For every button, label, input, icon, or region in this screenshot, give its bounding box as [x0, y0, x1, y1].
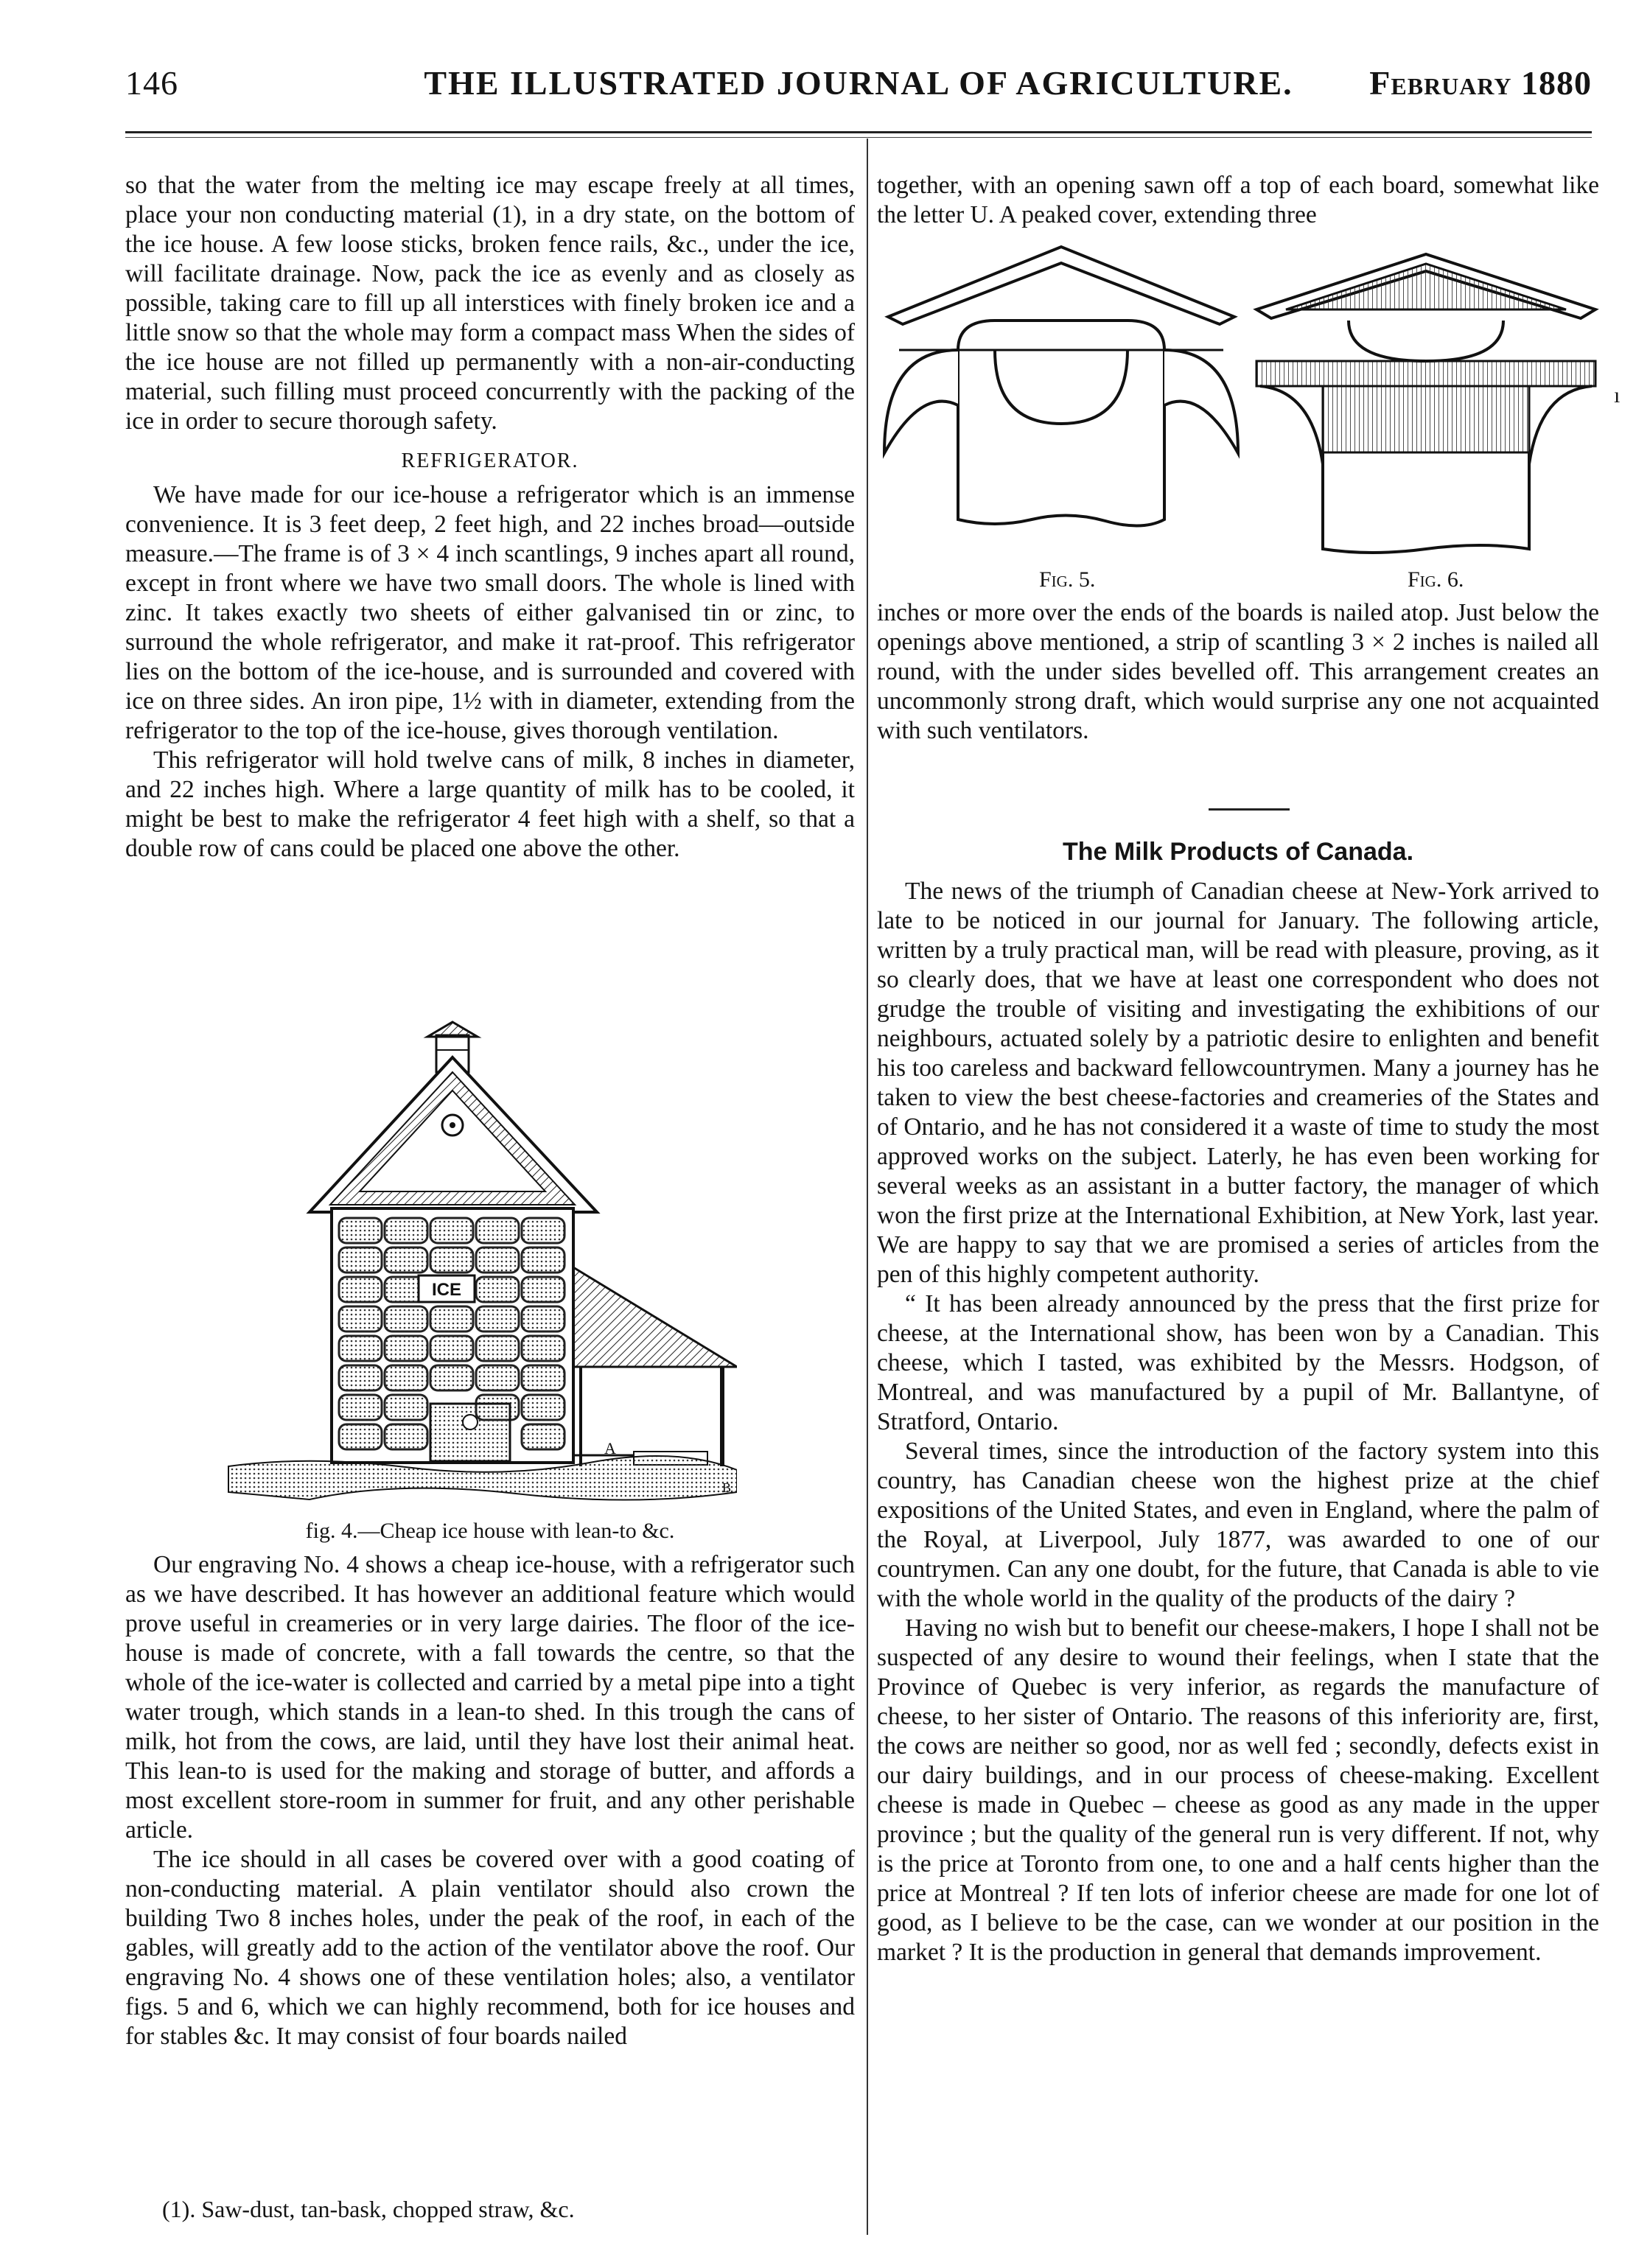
paragraph: so that the water from the melting ice may escape freely at all times, place your non conducting material (1), in a dry state, on the bottom of the ice house. A few loose sticks, broken fence rails, &c., under the ice, will facilitate drainage. Now, pack the ice as evenly and as closely as possible, taking care to fill up all interstices with finely broken ice and a little snow so that the whole may form a compact mass When the sides of the ice house are not filled up permanently with a non-air-conducting material, such filling must proceed concurrently with the packing of the ice in order to secure thorough safety.	[125, 172, 855, 435]
fig5-ventilator-illustration	[877, 239, 1245, 564]
section-divider	[1209, 808, 1290, 811]
left-column-top	[125, 171, 855, 864]
fig6-ventilator-illustration	[1253, 251, 1599, 560]
paragraph: inches or more over the ends of the boards is nailed atop. Just below the openings above mentioned, a strip of scantling 3 × 2 inches is nailed all round, with the under sides bevelled off. This arrangement creates an uncommonly strong draft, which would surprise any one not acquainted with such ventilators.	[877, 599, 1599, 744]
section-heading-refrigerator: REFRIGERATOR.	[401, 449, 579, 472]
fig6-label: Fig. 6.	[1408, 567, 1464, 592]
paragraph: This refrigerator will hold twelve cans of milk, 8 inches in diameter, and 22 inches high. Where a large quantity of milk has to be cooled, it might be best to make the refrigerator 4 feet high with a shelf, so that a double row of cans could be placed one above the other.	[125, 746, 855, 862]
right-column-middle	[877, 598, 1599, 746]
footnote: (1). Saw-dust, tan-bask, chopped straw, &c.	[162, 2196, 575, 2222]
paragraph: “ It has been already announced by the press that the first prize for cheese, at the International show, has been won by a Canadian. This cheese, which I tasted, was exhibited by the Messrs. Hodgson, of Montreal, and was manufactured by a pupil of Mr. Ballantyne, of Stratford, Ontario.	[877, 1290, 1599, 1435]
issue-date: February 1880	[1369, 64, 1592, 102]
fig4-ice-label: ICE	[431, 1280, 462, 1300]
header-rule	[125, 131, 1592, 133]
fig4-ice-house-illustration	[221, 1021, 737, 1507]
left-column-bottom	[125, 1516, 855, 2051]
paragraph: Our engraving No. 4 shows a cheap ice-house, with a refrigerator such as we have described. It has however an additional feature which would prove useful in creameries or in very large dairies. The floor of the ice-house is made of concrete, with a fall towards the centre, so that the whole of the ice-water is collected and carried by a metal pipe into a tight water trough, which stands in a lean-to shed. In this trough the cans of milk, hot from the cows, are laid, until they have lost their animal heat. This lean-to is used for the making and storage of butter, and affords a most excellent store-room in summer for fruit, and any other perishable article.	[125, 1551, 855, 1844]
paragraph: We have made for our ice-house a refrigerator which is an immense convenience. It is 3 feet deep, 2 feet high, and 22 inches broad—outside measure.—The frame is of 3 × 4 inch scantlings, 9 inches apart all round, except in front where we have two small doors. The whole is lined with zinc. It takes exactly two sheets of either galvanised tin or zinc, to surround the whole refrigerator, and make it rat-proof. This refrigerator lies on the bottom of the ice-house, and is surrounded and covered with ice on three sides. An iron pipe, 1½ with in diameter, extending from the refrigerator to the top of the ice-house, gives thorough ventilation.	[125, 481, 855, 744]
header-rule-thin	[125, 137, 1592, 138]
column-divider	[867, 139, 868, 2235]
article-title: The Milk Products of Canada.	[1062, 838, 1414, 866]
right-column-article	[877, 837, 1599, 1967]
fig4-caption: fig. 4.—Cheap ice house with lean-to &c.	[305, 1519, 675, 1543]
margin-mark: ı	[1614, 383, 1621, 407]
paragraph: The ice should in all cases be covered over with a good coating of non-conducting material. A plain ventilator should also crown the building Two 8 inches holes, under the peak of the roof, in each of the gables, will greatly add to the action of the ventilator above the roof. Our engraving No. 4 shows one of these ventilation holes; also, a ventilator figs. 5 and 6, which we can highly recommend, both for ice houses and for stables &c. It may consist of four boards nailed	[125, 1846, 855, 2050]
fig5-label: Fig. 5.	[1039, 567, 1096, 592]
paragraph: The news of the triumph of Canadian cheese at New-York arrived to late to be noticed in our journal for January. The following article, written by a truly practical man, will be read with pleasure, proving, as it so clearly does, that we have at least one correspondent who does not grudge the trouble of visiting and investigating the exhibitions of our neighbours, actuated solely by a patriotic desire to enlighten and benefit his too careless and backward fellowcountrymen. Many a journey has he taken to view the best cheese-factories and creameries of the States and of Ontario, and he has not considered it a waste of time to study the most approved works on the subject. Laterly, he has even been working for several weeks as an assistant in a butter factory, the manager of which won the first prize at the International Exhibition, at New York, last year. We are happy to say that we are promised a series of articles from the pen of this highly competent authority.	[877, 878, 1599, 1288]
journal-title: THE ILLUSTRATED JOURNAL OF AGRICULTURE.	[424, 64, 1293, 102]
fig4-a-label: A	[604, 1439, 616, 1457]
right-column-top	[877, 171, 1599, 230]
paragraph: Several times, since the introduction of the factory system into this country, has Canadian cheese won the highest prize at the chief expositions of the United States, and even in England, where the palm of the Royal, at Liverpool, July 1877, was awarded to one of our countrymen. Can any one doubt, for the future, that Canada is able to vie with the whole world in the quality of the products of the dairy ?	[877, 1438, 1599, 1612]
page-number: 146	[125, 64, 178, 102]
page-header	[125, 63, 1592, 122]
paragraph: Having no wish but to benefit our cheese-makers, I hope I shall not be suspected of any desire to wound their feelings, when I state that the Province of Quebec is very inferior, as regards the manufacture of cheese, to her sister of Ontario. The reasons of this inferiority are, first, the cows are neither so good, nor as well fed ; secondly, defects exist in our dairy buildings, and in our process of cheese-making. Excellent cheese is made in Quebec – cheese as good as any made in the upper province ; but the quality of the general run is very different. If not, why is the price at Toronto from one, to one and a half cents higher than the price at Montreal ? If ten lots of inferior cheese are made for one lot of good, as I believe to be the case, can we wonder at our position in the market ? It is the production in general that demands improvement.	[877, 1614, 1599, 1966]
paragraph: together, with an opening sawn off a top of each board, somewhat like the letter U. A peaked cover, extending three	[877, 172, 1599, 228]
